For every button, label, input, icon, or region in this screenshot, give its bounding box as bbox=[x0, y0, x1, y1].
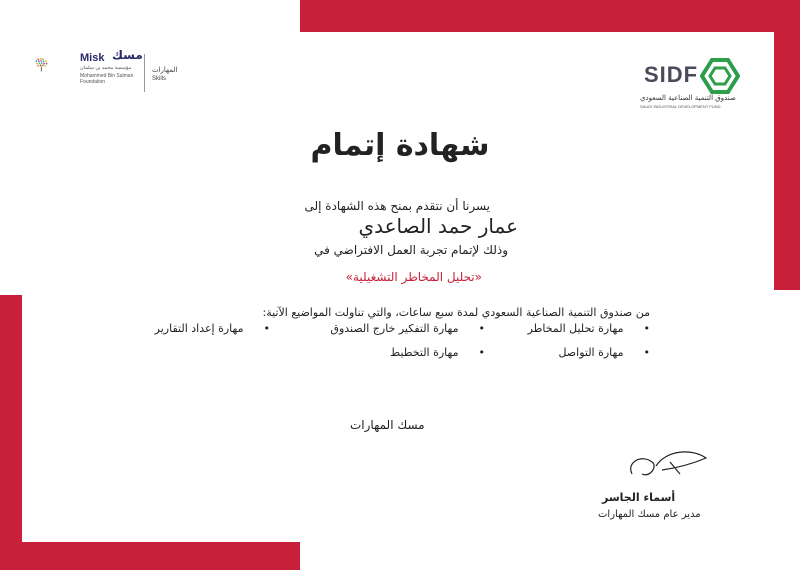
program-name: «تحليل المخاطر التشغيلية» bbox=[345, 270, 482, 284]
misk-foundation-en: Mohammed Bin Salman Foundation bbox=[80, 73, 134, 85]
recipient-name: عمار حمد الصاعدي bbox=[358, 214, 518, 238]
completion-line: وذلك لإتمام تجربة العمل الافتراضي في bbox=[314, 243, 508, 257]
list-item: •مهارة إعداد التقارير bbox=[154, 322, 270, 335]
list-item: •مهارة التفكير خارج الصندوق bbox=[330, 322, 485, 335]
sidf-emblem-icon bbox=[700, 58, 740, 94]
signatory-title: مدير عام مسك المهارات bbox=[598, 509, 701, 520]
signatory-name: أسماء الجاسر bbox=[602, 491, 676, 504]
issuer-name: مسك المهارات bbox=[350, 418, 425, 432]
sidf-name-en: SAUDI INDUSTRIAL DEVELOPMENT FUND bbox=[640, 104, 721, 109]
description-text: من صندوق التنمية الصناعية السعودي لمدة سبع ساعات، والتي تناولت المواضيع الآتية: bbox=[262, 306, 650, 319]
skills-label-ar: المهارات bbox=[152, 66, 178, 74]
misk-brand-en: Misk bbox=[80, 52, 105, 64]
sidf-name-ar: صندوق التنمية الصناعية السعودي bbox=[640, 94, 736, 102]
intro-line: يسرنا أن نتقدم بمنح هذه الشهادة إلى bbox=[304, 199, 490, 213]
list-item: •مهارة التخطيط bbox=[390, 346, 485, 359]
misk-brand-ar: مسك bbox=[112, 48, 143, 62]
sidf-brand: SIDF bbox=[644, 62, 699, 87]
handwritten-signature bbox=[622, 444, 712, 490]
logo-divider bbox=[144, 54, 145, 92]
list-item: •مهارة التواصل bbox=[558, 346, 650, 359]
certificate-title: شهادة إتمام bbox=[310, 128, 490, 163]
skills-label-en: Skills bbox=[152, 76, 167, 82]
list-item: •مهارة تحليل المخاطر bbox=[527, 322, 650, 335]
misk-foundation-ar: مؤسسة محمد بن سلمان bbox=[80, 65, 132, 71]
misk-tree-logo-icon bbox=[34, 38, 82, 94]
